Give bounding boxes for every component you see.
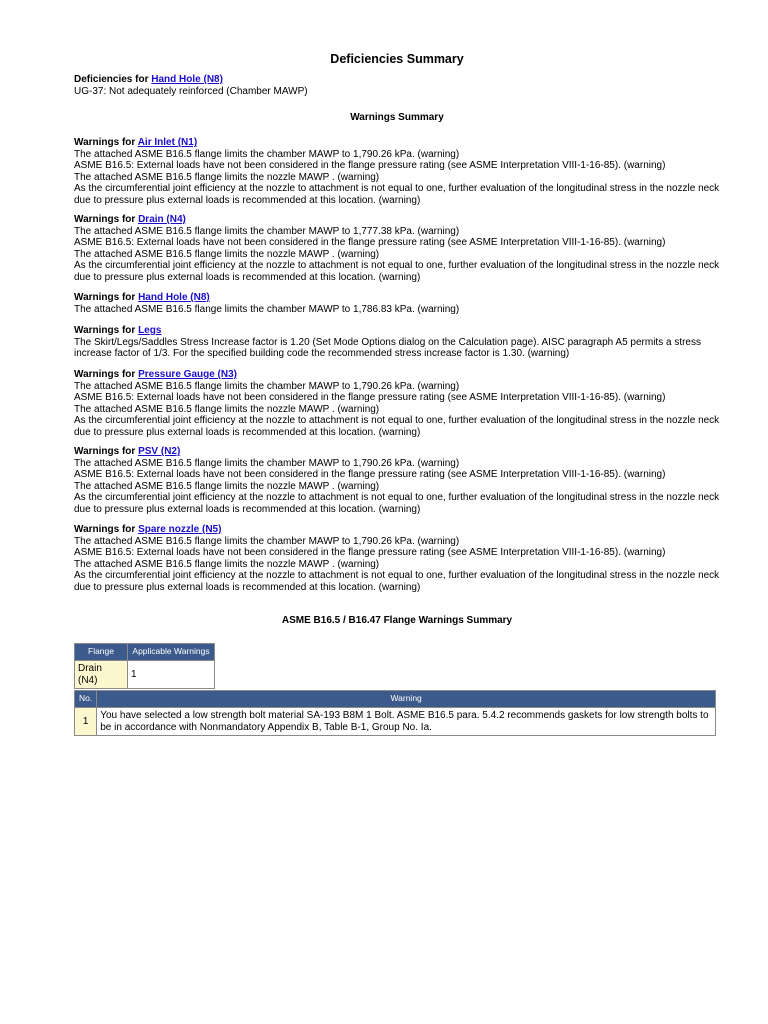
warning-line: As the circumferential joint efficiency at the nozzle to attachment is not equal to one, further evaluation of the longitudinal stress in the nozzle neck due to pressure plus external loads is recommended at this location. (warning) [74, 415, 720, 438]
warning-table-wrap [74, 690, 716, 736]
warning-text-cell: You have selected a low strength bolt material SA-193 B8M 1 Bolt. ASME B16.5 para. 5.4.2 recommends gaskets for low strength bolts to be in accordance with Nonmandatory Appendix B, Table B-1, Group No. Ia. [97, 708, 716, 736]
warning-heading: Warnings for [74, 214, 139, 225]
applicable-warnings-cell: 1 [128, 661, 215, 689]
flange-table-wrap [74, 643, 215, 689]
warning-line: The attached ASME B16.5 flange limits the nozzle MAWP . (warning) [74, 248, 380, 260]
warning-link-pressure-gauge[interactable]: Pressure Gauge (N3) [138, 369, 238, 380]
deficiencies-heading: Deficiencies for [74, 74, 152, 85]
warning-line: As the circumferential joint efficiency at the nozzle to attachment is not equal to one, further evaluation of the longitudinal stress in the nozzle neck due to pressure plus external loads is recommended at this location. (warning) [74, 492, 720, 515]
warning-line: The attached ASME B16.5 flange limits the nozzle MAWP . (warning) [74, 480, 380, 492]
warning-link-spare-nozzle[interactable]: Spare nozzle (N5) [138, 524, 222, 535]
warning-heading: Warnings for [74, 446, 139, 457]
warning-heading: Warnings for [74, 325, 139, 336]
table-header-row [75, 691, 716, 708]
warning-group-drain [74, 214, 720, 284]
warning-line: The attached ASME B16.5 flange limits the nozzle MAWP . (warning) [74, 403, 380, 415]
warning-line: The attached ASME B16.5 flange limits the chamber MAWP to 1,790.26 kPa. (warning) [74, 148, 460, 160]
warning-line: The attached ASME B16.5 flange limits the chamber MAWP to 1,790.26 kPa. (warning) [74, 535, 460, 547]
warning-link-legs[interactable]: Legs [138, 325, 162, 336]
warning-line: As the circumferential joint efficiency at the nozzle to attachment is not equal to one, further evaluation of the longitudinal stress in the nozzle neck due to pressure plus external loads is recommended at this location. (warning) [74, 183, 720, 206]
warning-line: The attached ASME B16.5 flange limits the chamber MAWP to 1,790.26 kPa. (warning) [74, 380, 460, 392]
warning-link-hand-hole[interactable]: Hand Hole (N8) [138, 292, 210, 303]
warning-line: The attached ASME B16.5 flange limits the chamber MAWP to 1,790.26 kPa. (warning) [74, 457, 460, 469]
flange-table [74, 643, 215, 689]
warning-heading: Warnings for [74, 292, 139, 303]
warning-link-air-inlet[interactable]: Air Inlet (N1) [137, 137, 198, 148]
warning-line: ASME B16.5: External loads have not been considered in the flange pressure rating (see ASME Interpretation VIII-1-16-85). (warning) [74, 237, 666, 249]
warning-group-legs [74, 325, 720, 360]
warning-line: The Skirt/Legs/Saddles Stress Increase factor is 1.20 (Set Mode Options dialog on the Calculation page). AISC paragraph A5 permits a stress increase factor of 1/3. For the specified building code the recommended stress increase factor is 1.30. (warning) [74, 336, 701, 360]
warning-group-pressure-gauge [74, 369, 720, 439]
warning-group-psv [74, 446, 720, 516]
warning-heading: Warnings for [74, 369, 139, 380]
table-row [75, 661, 215, 689]
warning-heading: Warnings for [74, 524, 139, 535]
warning-group-spare-nozzle [74, 524, 720, 594]
column-header-flange: Flange [75, 644, 128, 661]
warning-line: ASME B16.5: External loads have not been considered in the flange pressure rating (see ASME Interpretation VIII-1-16-85). (warning) [74, 392, 666, 404]
warning-line: ASME B16.5: External loads have not been considered in the flange pressure rating (see ASME Interpretation VIII-1-16-85). (warning) [74, 547, 666, 559]
warning-group-hand-hole [74, 292, 720, 315]
flange-warnings-title: ASME B16.5 / B16.47 Flange Warnings Summary [281, 615, 513, 626]
deficiencies-section [74, 74, 720, 97]
warning-line: The attached ASME B16.5 flange limits the nozzle MAWP . (warning) [74, 558, 380, 570]
deficiency-link-hand-hole[interactable]: Hand Hole (N8) [151, 74, 223, 85]
warning-line: ASME B16.5: External loads have not been considered in the flange pressure rating (see ASME Interpretation VIII-1-16-85). (warning) [74, 469, 666, 481]
warning-line: The attached ASME B16.5 flange limits the nozzle MAWP . (warning) [74, 171, 380, 183]
table-row [75, 708, 716, 736]
warning-link-psv[interactable]: PSV (N2) [138, 446, 181, 457]
flange-cell: Drain (N4) [75, 661, 128, 689]
warning-number-cell: 1 [75, 708, 97, 736]
column-header-no: No. [75, 691, 97, 708]
warning-line: As the circumferential joint efficiency at the nozzle to attachment is not equal to one, further evaluation of the longitudinal stress in the nozzle neck due to pressure plus external loads is recommended at this location. (warning) [74, 260, 720, 283]
warning-line: The attached ASME B16.5 flange limits the chamber MAWP to 1,786.83 kPa. (warning) [74, 303, 460, 315]
warnings-summary-title: Warnings Summary [350, 112, 444, 123]
warning-table [74, 690, 716, 736]
warning-line: As the circumferential joint efficiency at the nozzle to attachment is not equal to one, further evaluation of the longitudinal stress in the nozzle neck due to pressure plus external loads is recommended at this location. (warning) [74, 570, 720, 593]
warning-line: ASME B16.5: External loads have not been considered in the flange pressure rating (see ASME Interpretation VIII-1-16-85). (warning) [74, 160, 666, 172]
warning-link-drain[interactable]: Drain (N4) [138, 214, 186, 225]
column-header-applicable-warnings: Applicable Warnings [128, 644, 215, 661]
table-header-row [75, 644, 215, 661]
warning-line: The attached ASME B16.5 flange limits the chamber MAWP to 1,777.38 kPa. (warning) [74, 225, 460, 237]
column-header-warning: Warning [97, 691, 716, 708]
page-title: Deficiencies Summary [330, 52, 464, 66]
deficiency-text: UG-37: Not adequately reinforced (Chamber MAWP) [74, 85, 308, 97]
warning-heading: Warnings for [74, 137, 138, 148]
warning-group-air-inlet [74, 137, 720, 207]
